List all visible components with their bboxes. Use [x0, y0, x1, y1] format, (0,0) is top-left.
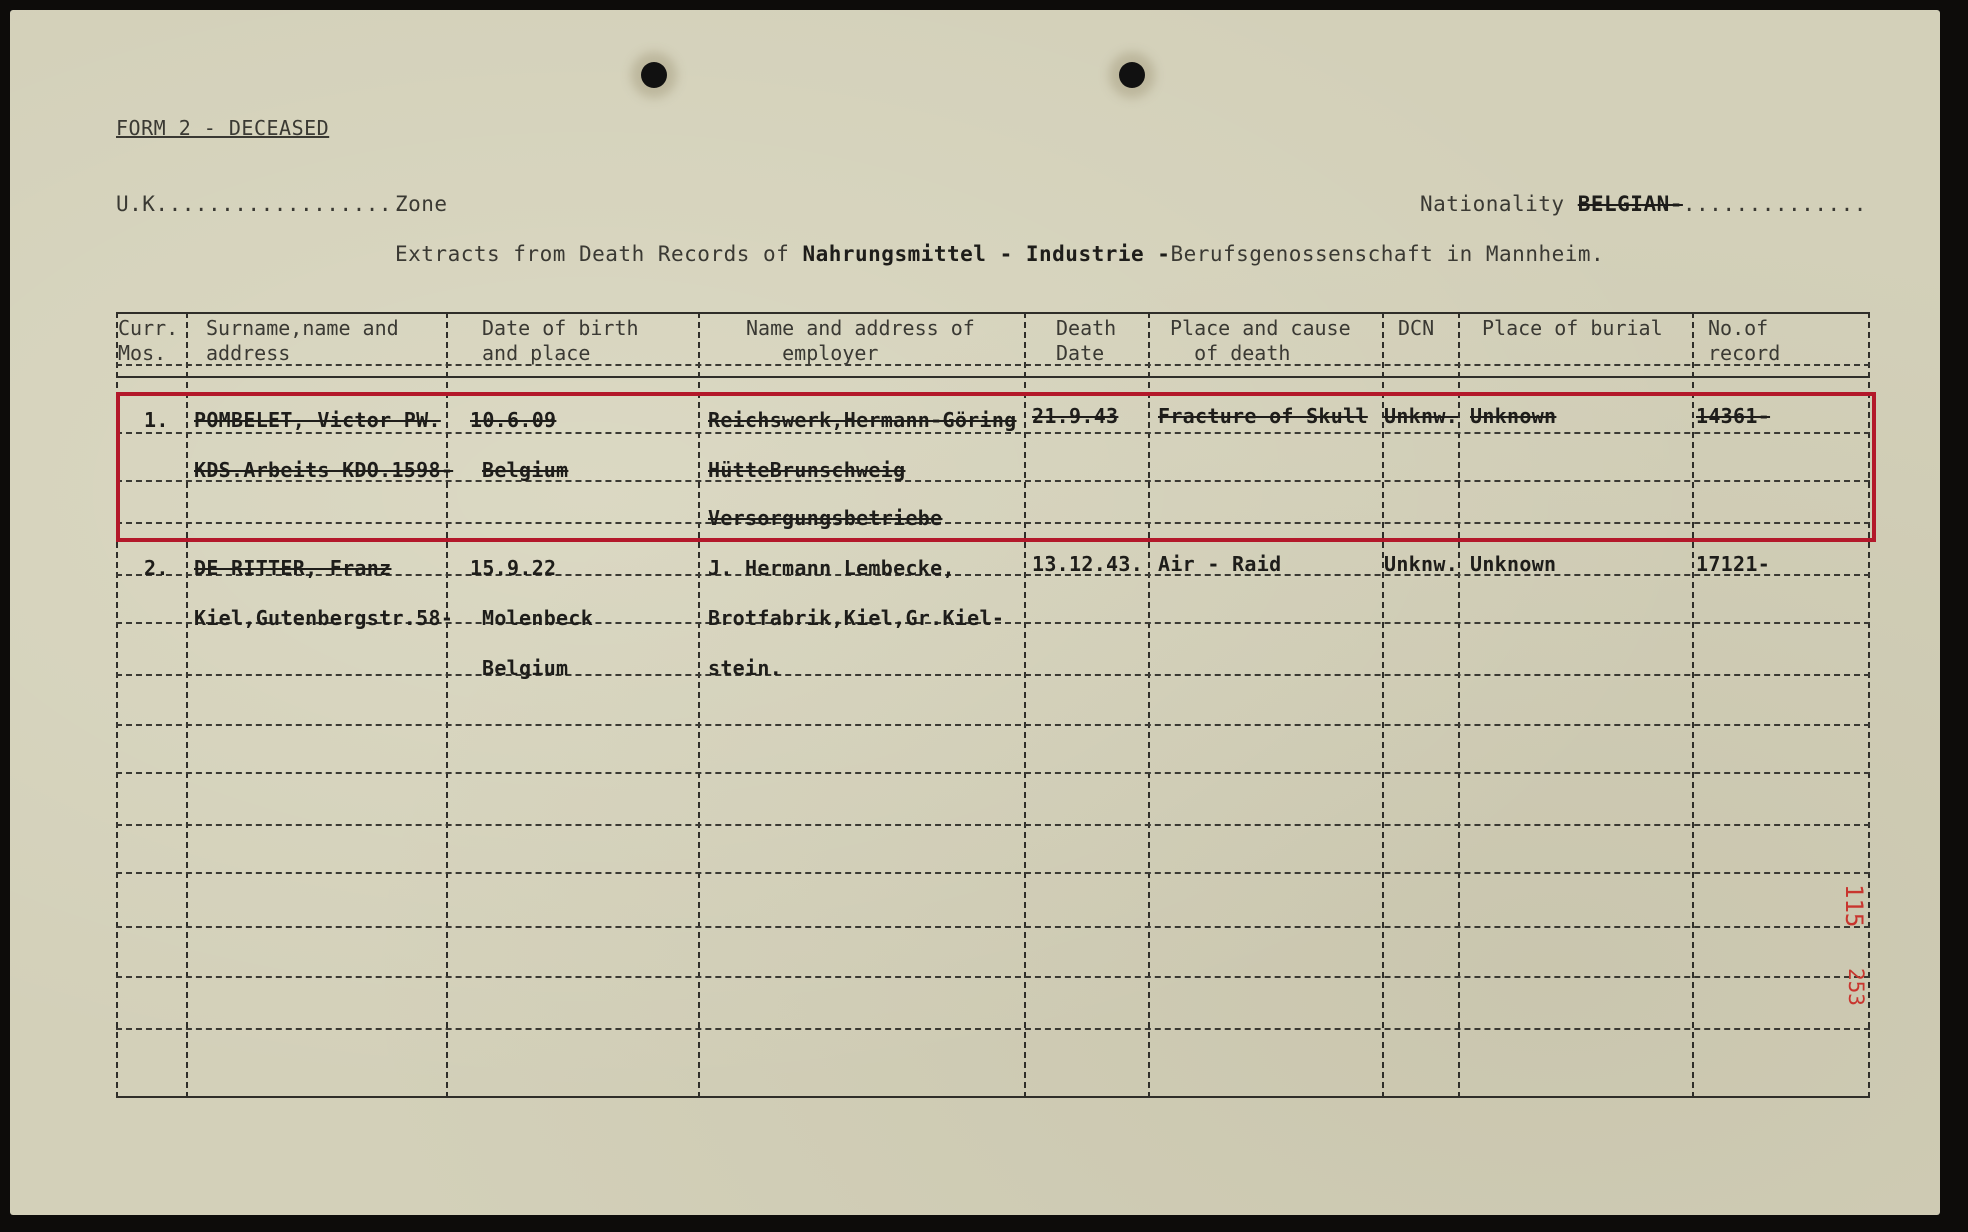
header-surname: Surname,name and address [206, 316, 399, 365]
record-2-place-1: Molenbeck [482, 606, 594, 630]
record-1-employer-2: HütteBrunschweig [708, 458, 906, 482]
record-1-employer-3: Versorgungsbetriebe [708, 506, 943, 530]
stamp-number-bottom: 253 [1844, 968, 1868, 1006]
record-2-employer-1: J. Hermann Lembecke, [708, 556, 955, 580]
record-2-dob: 15.9.22 [470, 556, 557, 580]
record-1-cause: Fracture of Skull [1158, 404, 1368, 428]
header-curr: Curr. Mos. [118, 316, 179, 365]
extract-bold: Nahrungsmittel - Industrie - [802, 242, 1171, 266]
record-1-address: KDS.Arbeits KDO.1598- [194, 458, 454, 482]
record-1-burial: Unknown [1470, 404, 1557, 428]
record-2-burial: Unknown [1470, 552, 1557, 576]
record-2-employer-2: Brotfabrik,Kiel,Gr.Kiel- [708, 606, 1005, 630]
record-2-dcn: Unknw. [1384, 552, 1459, 576]
extract-pre: Extracts from Death Records of [395, 242, 803, 266]
extract-heading [395, 242, 1604, 266]
uk-label: U.K................... [116, 192, 406, 216]
record-1-record: 14361- [1696, 404, 1771, 428]
record-2-no: 2. [144, 556, 169, 580]
record-1-no: 1. [144, 408, 169, 432]
record-1-dcn: Unknw. [1384, 404, 1459, 428]
record-1-place: Belgium [482, 458, 569, 482]
record-2-address: Kiel,Gutenbergstr.58- [194, 606, 454, 630]
highlight-box [116, 392, 1876, 542]
punch-hole [641, 62, 667, 88]
header-place-cause: Place and cause of death [1170, 316, 1351, 365]
nationality-value: BELGIAN- [1577, 192, 1683, 216]
record-2-death-date: 13.12.43. [1032, 552, 1144, 576]
record-1-death-date: 21.9.43 [1032, 404, 1119, 428]
record-1-dob: 10.6.09 [470, 408, 557, 432]
nationality-field [1420, 192, 1867, 216]
record-1-surname: POMBELET, Victor PW. [194, 408, 441, 432]
header-burial: Place of burial [1482, 316, 1663, 340]
header-dcn: DCN [1398, 316, 1435, 340]
record-2-surname: DE RITTER, Franz [194, 556, 392, 580]
form-label: FORM 2 - DECEASED [116, 116, 330, 140]
record-1-employer-1: Reichswerk,Hermann-Göring [708, 408, 1017, 432]
punch-hole [1119, 62, 1145, 88]
header-record: No.of record [1708, 316, 1781, 365]
extract-post: Berufsgenossenschaft in Mannheim. [1170, 242, 1605, 266]
header-employer: Name and address of employer [746, 316, 975, 365]
header-dob: Date of birth and place [482, 316, 639, 365]
zone-label: Zone [395, 192, 448, 216]
record-2-employer-3: stein. [708, 656, 783, 680]
nationality-dots: .............. [1682, 192, 1867, 216]
nationality-label: Nationality [1420, 192, 1565, 216]
stamp-number-top: 115 [1840, 884, 1868, 928]
header-death-date: Death Date [1056, 316, 1117, 365]
record-2-cause: Air - Raid [1158, 552, 1282, 576]
record-2-place-2: Belgium [482, 656, 569, 680]
record-2-record: 17121- [1696, 552, 1771, 576]
